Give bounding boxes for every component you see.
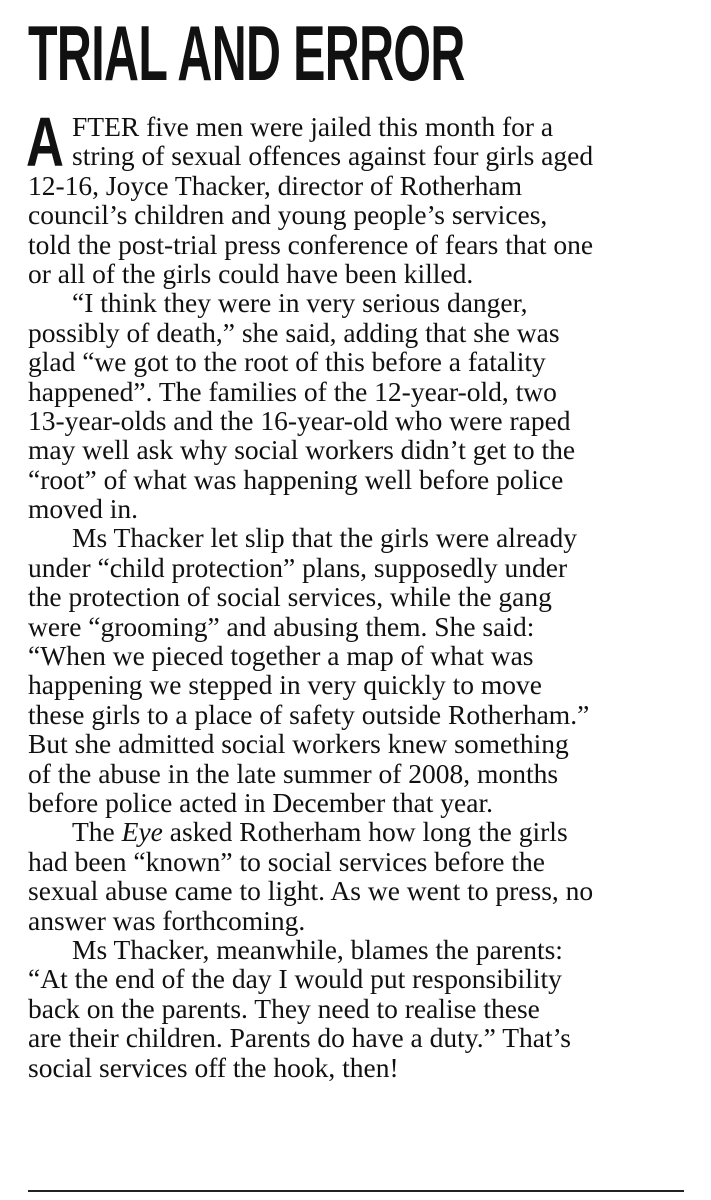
- text-line-2: string of sexual offences against four girls aged: [72, 140, 594, 172]
- text-line-10: happened”. The families of the 12-year-old, two: [28, 375, 557, 407]
- text-line-16: under “child protection” plans, supposedly under: [28, 551, 568, 583]
- text-line-28: answer was forthcoming.: [28, 904, 306, 936]
- text-line-20: happening we stepped in very quickly to move: [28, 669, 542, 701]
- text-line-7: “I think they were in very serious danger,: [72, 287, 528, 319]
- line-text: asked Rotherham how long the girls: [162, 816, 568, 848]
- publication-name: Eye: [121, 816, 163, 848]
- text-line-3: 12-16, Joyce Thacker, director of Rotherham: [28, 169, 522, 201]
- line-text: FTER five men were jailed this month for a: [72, 111, 554, 142]
- text-line-22: But she admitted social workers knew something: [28, 728, 569, 760]
- text-line-23: of the abuse in the late summer of 2008, months: [28, 757, 559, 789]
- text-line-12: may well ask why social workers didn’t get to the: [28, 434, 576, 466]
- paragraph-3: [28, 523, 684, 817]
- text-line-13: “root” of what was happening well before police: [28, 463, 564, 495]
- text-line-32: are their children. Parents do have a duty.” That’s: [28, 1022, 571, 1054]
- text-line-18: were “grooming” and abusing them. She said:: [28, 610, 535, 642]
- text-line-24: before police acted in December that year.: [28, 786, 493, 818]
- text-line-6: or all of the girls could have been killed.: [28, 257, 474, 289]
- text-line-5: told the post-trial press conference of fears that one: [28, 228, 594, 260]
- text-line-4: council’s children and young people’s services,: [28, 199, 548, 231]
- text-line-30: “At the end of the day I would put responsibility: [28, 963, 562, 995]
- drop-cap: A: [26, 103, 64, 181]
- paragraph-4: [28, 817, 684, 935]
- text-line-27: sexual abuse came to light. As we went to press, no: [28, 875, 594, 907]
- text-line-8: possibly of death,” she said, adding that she was: [28, 316, 560, 348]
- text-line-31: back on the parents. They need to realise these: [28, 992, 540, 1024]
- paragraph-1: [26, 103, 684, 289]
- paragraph-5: [28, 935, 684, 1082]
- article-body: [26, 103, 684, 1083]
- text-line-25: [28, 817, 684, 846]
- bottom-divider: [28, 1190, 684, 1192]
- paragraph-2: [28, 288, 684, 523]
- text-line-17: the protection of social services, while the gang: [28, 581, 552, 613]
- text-line-26: had been “known” to social services before the: [28, 845, 545, 877]
- text-line-33: social services off the hook, then!: [28, 1051, 399, 1083]
- text-line-21: these girls to a place of safety outside Rotherham.”: [28, 698, 590, 730]
- line-text: The: [72, 816, 122, 848]
- headline: TRIAL AND ERROR: [28, 9, 465, 97]
- text-line-11: 13-year-olds and the 16-year-old who were raped: [28, 404, 571, 436]
- text-line-14: moved in.: [28, 493, 138, 525]
- text-line-9: glad “we got to the root of this before a fatality: [28, 346, 546, 378]
- text-line-15: Ms Thacker let slip that the girls were already: [72, 522, 578, 554]
- text-line-29: Ms Thacker, meanwhile, blames the parents:: [72, 933, 563, 965]
- text-line-19: “When we pieced together a map of what was: [28, 640, 534, 672]
